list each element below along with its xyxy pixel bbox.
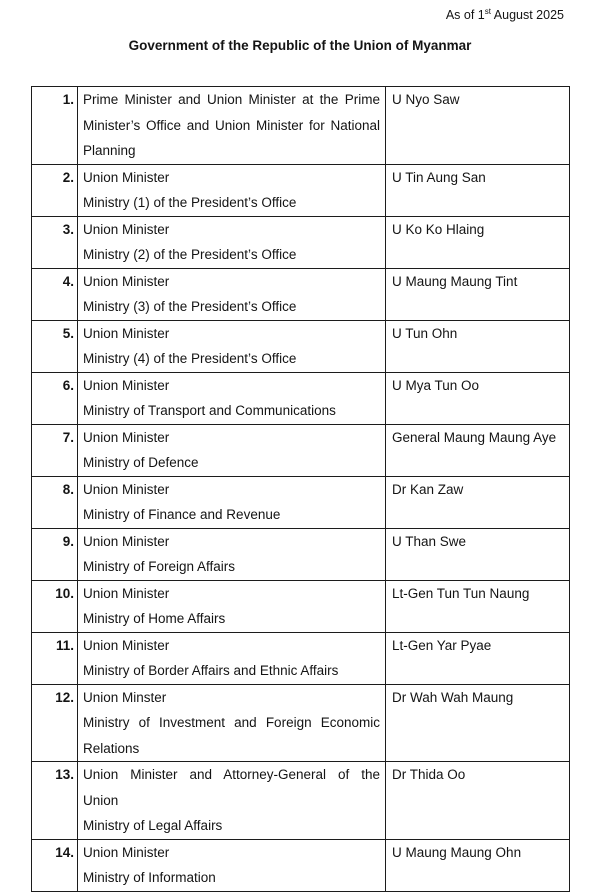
- row-number-text: 12.: [55, 689, 74, 705]
- minister-name: [386, 216, 570, 268]
- row-number: [32, 684, 78, 762]
- post-title: [78, 476, 386, 528]
- post-title-line: Union Minister: [83, 273, 170, 289]
- minister-name-text: Dr Wah Wah Maung: [392, 689, 514, 705]
- post-title-line: Ministry of Defence: [83, 455, 199, 470]
- table-row: [32, 580, 570, 632]
- row-number: [32, 372, 78, 424]
- row-number: [32, 528, 78, 580]
- table-row: [32, 216, 570, 268]
- minister-name: [386, 632, 570, 684]
- post-title-line: Union Minster: [83, 689, 167, 705]
- post-title-line: Ministry (1) of the President’s Office: [83, 195, 297, 210]
- post-title-line: Ministry of Home Affairs: [83, 611, 226, 626]
- post-title-line: Prime Minister and Union Minister at the Prime: [83, 92, 380, 107]
- table-row: [32, 476, 570, 528]
- post-title-line: Ministry of Investment and Foreign Economic: [83, 715, 380, 730]
- row-number-text: 14.: [55, 844, 74, 860]
- minister-name-text: Dr Thida Oo: [392, 767, 466, 782]
- row-number-text: 1.: [62, 92, 74, 107]
- row-number-text: 4.: [62, 273, 74, 289]
- minister-name: [386, 164, 570, 216]
- post-title-line: Ministry of Border Affairs and Ethnic Affairs: [83, 663, 339, 678]
- post-title-line: Union Minister: [83, 377, 170, 393]
- minister-name-text: U Nyo Saw: [392, 92, 460, 107]
- post-title-line: Planning: [83, 143, 136, 158]
- post-title: [78, 839, 386, 891]
- post-title: [78, 580, 386, 632]
- post-title-line: Union Minister: [83, 637, 170, 653]
- post-title-line: Union Minister: [83, 585, 170, 601]
- minister-name: [386, 268, 570, 320]
- post-title-line: Union Minister: [83, 844, 170, 860]
- post-title: [78, 87, 386, 165]
- post-title-line: Union Minister: [83, 429, 170, 445]
- table-row: [32, 632, 570, 684]
- post-title-line: Union Minister and Attorney-General of the: [83, 767, 380, 782]
- minister-name-text: U Maung Maung Ohn: [392, 844, 522, 860]
- table-row: [32, 320, 570, 372]
- row-number-text: 3.: [62, 221, 74, 237]
- minister-name-text: General Maung Maung Aye: [392, 429, 557, 445]
- minister-name-text: U Tin Aung San: [392, 169, 486, 185]
- row-number: [32, 476, 78, 528]
- row-number: [32, 320, 78, 372]
- minister-name: [386, 87, 570, 165]
- minister-name: [386, 424, 570, 476]
- row-number-text: 9.: [62, 533, 74, 549]
- post-title-line: Ministry (3) of the President’s Office: [83, 299, 297, 314]
- minister-name-text: U Mya Tun Oo: [392, 377, 480, 393]
- minister-name: [386, 762, 570, 840]
- row-number-text: 6.: [62, 377, 74, 393]
- post-title: [78, 320, 386, 372]
- table-row: [32, 424, 570, 476]
- row-number: [32, 164, 78, 216]
- minister-name: [386, 839, 570, 891]
- table-row: [32, 839, 570, 891]
- table-row: [32, 164, 570, 216]
- post-title: [78, 684, 386, 762]
- minister-name-text: U Maung Maung Tint: [392, 273, 518, 289]
- post-title: [78, 424, 386, 476]
- post-title-line: Ministry of Foreign Affairs: [83, 559, 236, 574]
- post-title: [78, 216, 386, 268]
- post-title: [78, 372, 386, 424]
- minister-name-text: Lt-Gen Yar Pyae: [392, 637, 492, 653]
- minister-name-text: U Ko Ko Hlaing: [392, 221, 485, 237]
- post-title-line: Union Minister: [83, 325, 170, 341]
- minister-name-text: U Than Swe: [392, 533, 467, 549]
- post-title-line: Ministry (2) of the President’s Office: [83, 247, 297, 262]
- as-of-date-suffix: August 2025: [493, 8, 564, 22]
- as-of-date-ordinal: st: [484, 6, 491, 16]
- row-number: [32, 424, 78, 476]
- row-number-text: 10.: [55, 585, 74, 601]
- row-number: [32, 762, 78, 840]
- table-row: [32, 87, 570, 165]
- page-title: Government of the Republic of the Union of Myanmar: [128, 38, 472, 53]
- table-row: [32, 268, 570, 320]
- post-title-line: Ministry of Transport and Communications: [83, 403, 336, 418]
- row-number: [32, 216, 78, 268]
- post-title-line: Relations: [83, 740, 140, 756]
- table-row: [32, 762, 570, 840]
- post-title-line: Union Minister: [83, 221, 170, 237]
- post-title: [78, 268, 386, 320]
- row-number-text: 13.: [55, 767, 74, 782]
- as-of-date: [446, 8, 564, 22]
- minister-name: [386, 372, 570, 424]
- row-number-text: 5.: [62, 325, 74, 341]
- minister-name-text: Dr Kan Zaw: [392, 481, 464, 497]
- as-of-date-prefix: As of 1: [445, 8, 485, 22]
- post-title: [78, 528, 386, 580]
- ministers-table-body: [32, 87, 570, 892]
- minister-name: [386, 320, 570, 372]
- minister-name: [386, 684, 570, 762]
- table-row: [32, 684, 570, 762]
- table-row: [32, 528, 570, 580]
- post-title-line: Minister’s Office and Union Minister for National: [83, 117, 380, 133]
- row-number-text: 7.: [62, 429, 74, 445]
- post-title: [78, 632, 386, 684]
- post-title-line: Ministry of Legal Affairs: [83, 818, 223, 833]
- row-number: [32, 632, 78, 684]
- minister-name: [386, 476, 570, 528]
- row-number-text: 11.: [55, 637, 74, 653]
- minister-name: [386, 528, 570, 580]
- post-title: [78, 164, 386, 216]
- post-title-line: Ministry of Finance and Revenue: [83, 507, 281, 522]
- row-number: [32, 580, 78, 632]
- post-title: [78, 762, 386, 840]
- ministers-table: [31, 86, 570, 892]
- row-number-text: 2.: [62, 169, 74, 185]
- row-number: [32, 839, 78, 891]
- post-title-line: Ministry (4) of the President’s Office: [83, 351, 297, 366]
- post-title-line: Ministry of Information: [83, 870, 216, 885]
- minister-name-text: U Tun Ohn: [392, 325, 458, 341]
- row-number-text: 8.: [62, 481, 74, 497]
- table-row: [32, 372, 570, 424]
- row-number: [32, 268, 78, 320]
- post-title-line: Union Minister: [83, 481, 170, 497]
- minister-name: [386, 580, 570, 632]
- row-number: [32, 87, 78, 165]
- post-title-line: Union Minister: [83, 169, 170, 185]
- post-title-line: Union Minister: [83, 533, 170, 549]
- minister-name-text: Lt-Gen Tun Tun Naung: [392, 585, 530, 601]
- post-title-line: Union: [83, 792, 119, 808]
